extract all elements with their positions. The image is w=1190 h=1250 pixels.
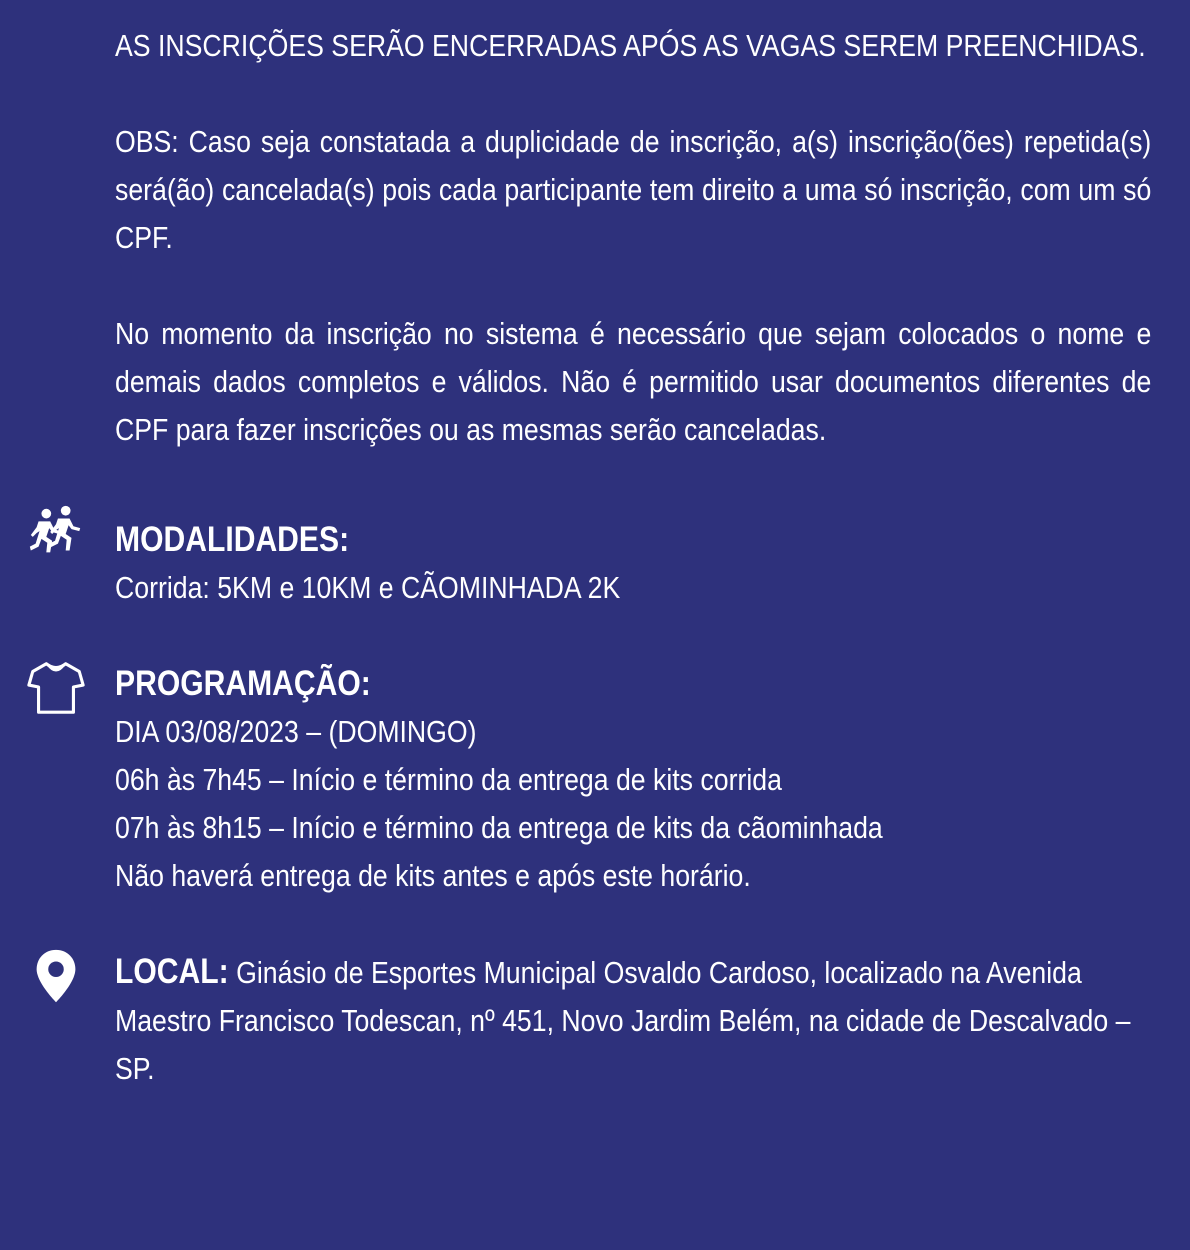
programacao-section [115,660,1151,900]
modalidades-section [115,516,1151,612]
local-heading: LOCAL: [115,952,229,991]
tshirt-icon [25,656,87,718]
local-text: Ginásio de Esportes Municipal Osvaldo Cardoso, localizado na Avenida Maestro Francisco Todescan, nº 451, Novo Jardim Belém, na cidade de Descalvado – SP. [115,955,1131,1086]
intro-closing-notice: AS INSCRIÇÕES SERÃO ENCERRADAS APÓS AS VAGAS SEREM PREENCHIDAS. [115,28,1146,63]
programacao-heading: PROGRAMAÇÃO: [115,664,371,703]
local-section [115,948,1151,1093]
programacao-kits-caominhada: 07h às 8h15 – Início e término da entrega de kits da cãominhada [115,810,883,845]
local-paragraph [115,948,1156,1093]
modalidades-heading: MODALIDADES: [115,520,350,559]
location-pin-icon [25,946,87,1008]
intro-data-notice: No momento da inscrição no sistema é necessário que sejam colocados o nome e demais dados completos e válidos. Não é permitido usar documentos diferentes de CPF para fazer inscrições ou as mesmas serão canceladas. [115,316,1152,447]
programacao-date: DIA 03/08/2023 – (DOMINGO) [115,714,477,749]
runners-icon [25,502,87,564]
info-content [115,22,1151,1093]
intro-duplicate-notice: OBS: Caso seja constatada a duplicidade de inscrição, a(s) inscrição(ões) repetida(s) será(ão) cancelada(s) pois cada participante tem direito a uma só inscrição, com um só CPF. [115,124,1152,255]
modalidades-text: Corrida: 5KM e 10KM e CÃOMINHADA 2K [115,570,621,605]
programacao-notice: Não haverá entrega de kits antes e após este horário. [115,858,751,893]
programacao-kits-corrida: 06h às 7h45 – Início e término da entrega de kits corrida [115,762,782,797]
